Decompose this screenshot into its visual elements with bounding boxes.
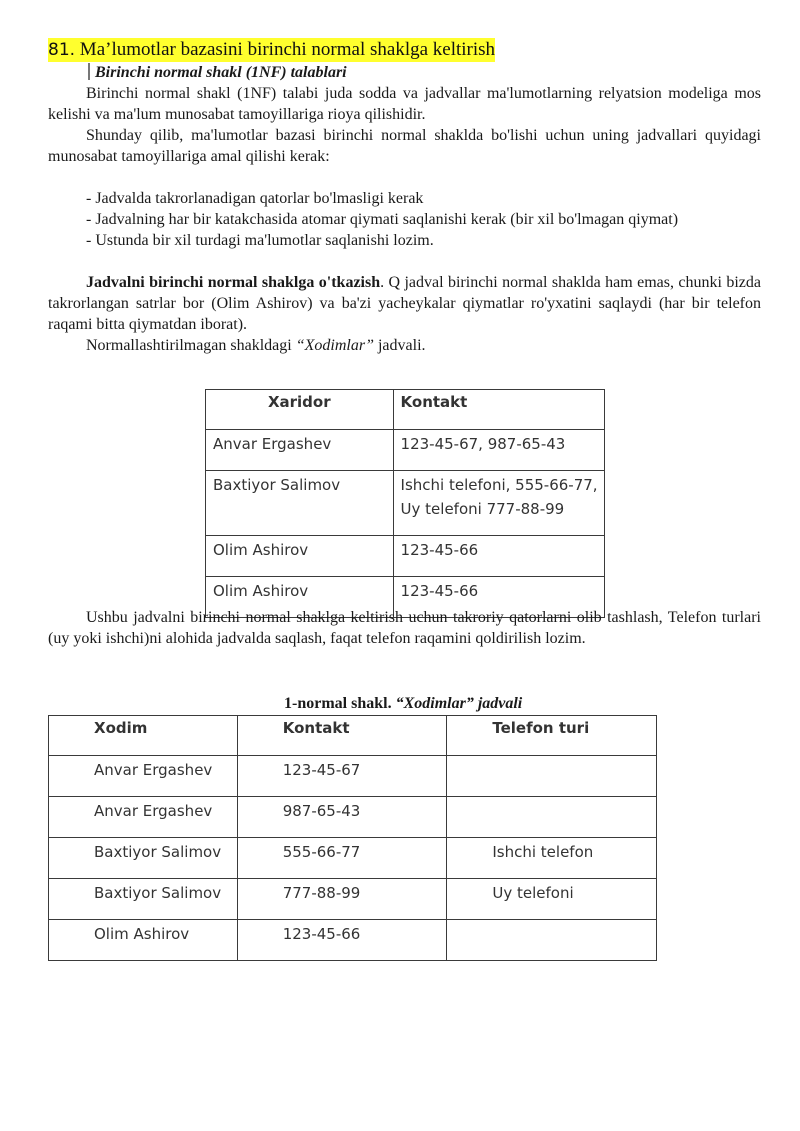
- paragraph-5: Ushbu jadvalni birinchi normal shaklga keltirish uchun takroriy qatorlarni olib tashlash, Telefon turlari (uy yoki ishchi)ni alohida jadvalda saqlash, faqat telefon raqamini qoldirilish lozim.: [48, 609, 761, 647]
- table-header-cell: Kontakt: [237, 716, 447, 756]
- section-title: [48, 38, 495, 62]
- table-row: [49, 920, 657, 961]
- table-caption-label: 1-normal shakl.: [284, 695, 396, 712]
- table-cell: Baxtiyor Salimov: [206, 471, 394, 536]
- table-cell: 123-45-66: [393, 577, 604, 618]
- paragraph-1: Birinchi normal shakl (1NF) talabi juda sodda va jadvallar ma'lumotlarning relyatsion modeliga mos kelishi va ma'lum munosabat tamoyillariga rioya qilishidir.: [48, 85, 761, 123]
- table-cell: 123-45-67: [237, 756, 447, 797]
- table-cell: 123-45-67, 987-65-43: [393, 430, 604, 471]
- document-page: [48, 38, 761, 356]
- paragraph-3: [48, 272, 761, 335]
- paragraph-4-post: jadvali.: [373, 337, 426, 354]
- table-cell: 987-65-43: [237, 797, 447, 838]
- table-row: [49, 838, 657, 879]
- section-number: 81.: [48, 40, 76, 60]
- table-cell: 123-45-66: [393, 536, 604, 577]
- unnormalized-table: [205, 389, 605, 618]
- table-cell: Ishchi telefoni, 555-66-77, Uy telefoni 777-88-99: [393, 471, 604, 536]
- paragraph-2: Shunday qilib, ma'lumotlar bazasi birinchi normal shaklda bo'lishi uchun uning jadvallari quyidagi munosabat tamoyillariga amal qilishi kerak:: [48, 127, 761, 165]
- table-cell: Olim Ashirov: [206, 577, 394, 618]
- table-cell: 555-66-77: [237, 838, 447, 879]
- table-cell: Baxtiyor Salimov: [49, 838, 238, 879]
- section-title-text: Ma’lumotlar bazasini birinchi normal shaklga keltirish: [75, 39, 496, 60]
- paragraph-4: [48, 335, 761, 356]
- table-cell: Baxtiyor Salimov: [49, 879, 238, 920]
- table-caption-name: “Xodimlar” jadvali: [395, 695, 523, 712]
- table-header-cell: Xodim: [49, 716, 238, 756]
- table-header-cell: Xaridor: [206, 390, 394, 430]
- subsection-heading-text: Birinchi normal shakl (1NF) talablari: [95, 64, 347, 81]
- table-cell: [447, 797, 657, 838]
- table-cell: 123-45-66: [237, 920, 447, 961]
- subsection-heading: [88, 63, 761, 83]
- paragraph-4-table-name: “Xodimlar”: [295, 337, 374, 354]
- table-cell: Ishchi telefon: [447, 838, 657, 879]
- table-header-row: [206, 390, 605, 430]
- table-cell: [447, 920, 657, 961]
- paragraph-3-body: . Q jadval birinchi normal shaklda ham emas, chunki bizda takrorlangan satrlar bor (Olim Ashirov) va ba'zi yacheykalar qiymatlar ro'yxatini saqlaydi (har bir telefon raqami bitta qiymatdan iborat).: [48, 274, 761, 333]
- table-cell: Anvar Ergashev: [206, 430, 394, 471]
- text-cursor-mark: [88, 63, 90, 80]
- table-cell: Anvar Ergashev: [49, 756, 238, 797]
- document-continuation: [48, 607, 761, 649]
- list-item: - Ustunda bir xil turdagi ma'lumotlar saqlanishi lozim.: [86, 232, 434, 249]
- table-cell: Olim Ashirov: [206, 536, 394, 577]
- table-row: [49, 879, 657, 920]
- table-header-cell: Kontakt: [393, 390, 604, 430]
- table-row: [49, 756, 657, 797]
- paragraph-4-pre: Normallashtirilmagan shakldagi: [86, 337, 296, 354]
- first-normal-form-table: [48, 715, 657, 961]
- table-cell: Olim Ashirov: [49, 920, 238, 961]
- list-item: - Jadvalda takrorlanadigan qatorlar bo'lmasligi kerak: [86, 190, 424, 207]
- table-row: [206, 430, 605, 471]
- table-cell: Anvar Ergashev: [49, 797, 238, 838]
- table-cell: Uy telefoni: [447, 879, 657, 920]
- table-row: [206, 471, 605, 536]
- list-item: - Jadvalning har bir katakchasida atomar qiymati saqlanishi kerak (bir xil bo'lmagan qiymat): [86, 211, 679, 228]
- table-row: [49, 797, 657, 838]
- paragraph-3-lead: Jadvalni birinchi normal shaklga o'tkazish: [86, 274, 381, 291]
- table-header-cell: Telefon turi: [447, 716, 657, 756]
- table-row: [206, 536, 605, 577]
- table-cell: 777-88-99: [237, 879, 447, 920]
- table-caption: [284, 694, 522, 714]
- table-cell: [447, 756, 657, 797]
- table-header-row: [49, 716, 657, 756]
